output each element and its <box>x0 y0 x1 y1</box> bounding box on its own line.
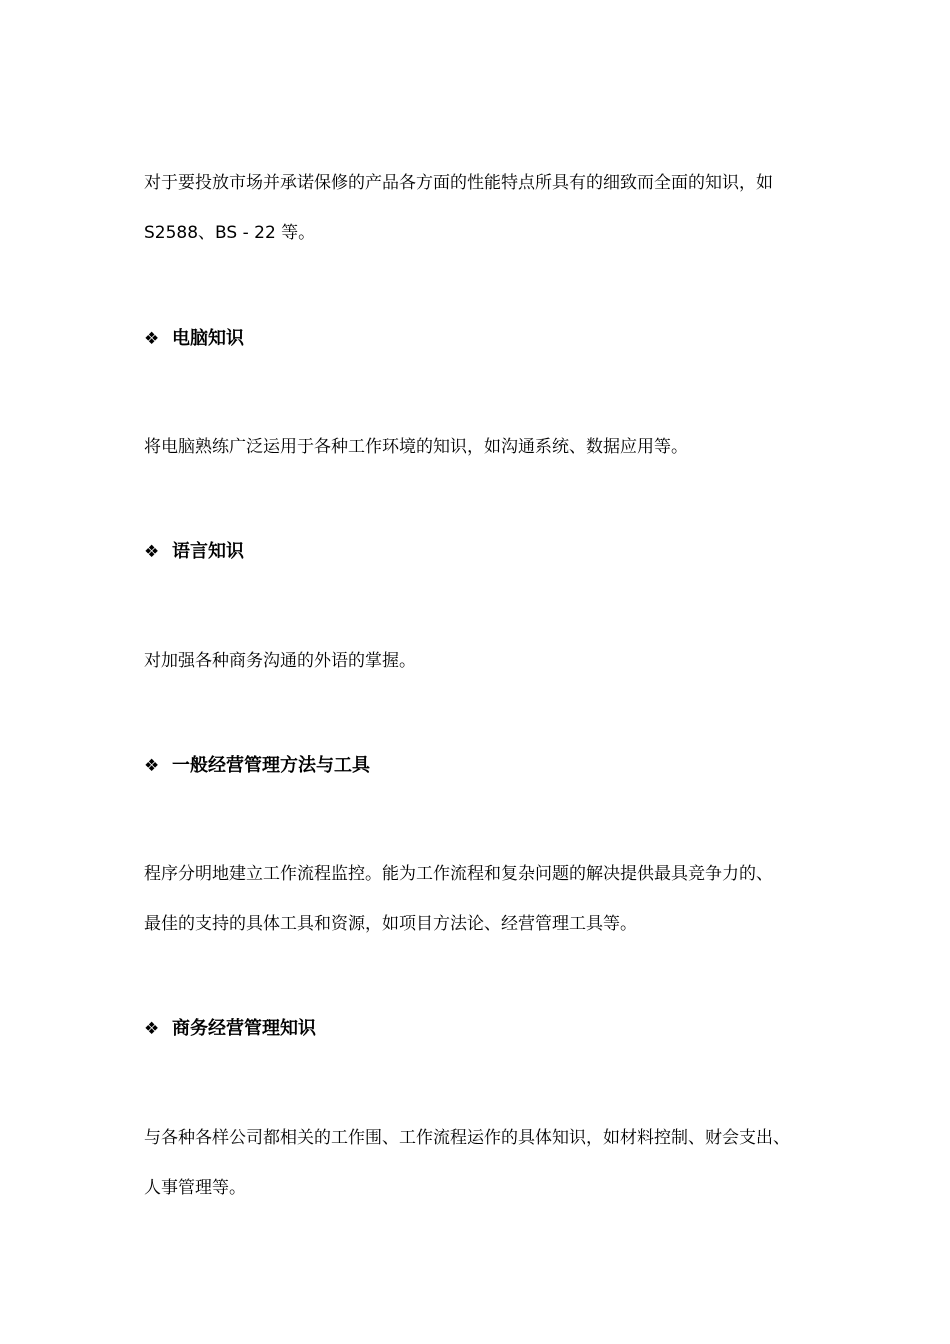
section-heading <box>144 754 370 778</box>
section-heading-text: 一般经营管理方法与工具 <box>172 755 370 776</box>
section-heading <box>144 540 244 564</box>
paragraph-line: 最佳的支持的具体工具和资源，如项目方法论、经营管理工具等。 <box>144 914 637 934</box>
diamond-bullet-icon: ❖ <box>144 329 160 349</box>
paragraph-line: 将电脑熟练广泛运用于各种工作环境的知识，如沟通系统、数据应用等。 <box>144 437 688 457</box>
section-heading-text: 语言知识 <box>172 541 244 562</box>
section-heading <box>144 1017 316 1041</box>
diamond-bullet-icon: ❖ <box>144 756 160 776</box>
paragraph-line: S2588、BS - 22 等。 <box>144 223 316 243</box>
paragraph-line: 与各种各样公司都相关的工作围、工作流程运作的具体知识，如材料控制、财会支出、 <box>144 1128 790 1148</box>
paragraph-line: 程序分明地建立工作流程监控。能为工作流程和复杂问题的解决提供最具竞争力的、 <box>144 864 773 884</box>
paragraph-line: 对于要投放市场并承诺保修的产品各方面的性能特点所具有的细致而全面的知识，如 <box>144 173 773 193</box>
paragraph-line: 人事管理等。 <box>144 1178 246 1198</box>
diamond-bullet-icon: ❖ <box>144 542 160 562</box>
paragraph-line: 对加强各种商务沟通的外语的掌握。 <box>144 651 416 671</box>
diamond-bullet-icon: ❖ <box>144 1019 160 1039</box>
section-heading-text: 商务经营管理知识 <box>172 1018 316 1039</box>
section-heading-text: 电脑知识 <box>172 328 244 349</box>
section-heading <box>144 327 244 351</box>
